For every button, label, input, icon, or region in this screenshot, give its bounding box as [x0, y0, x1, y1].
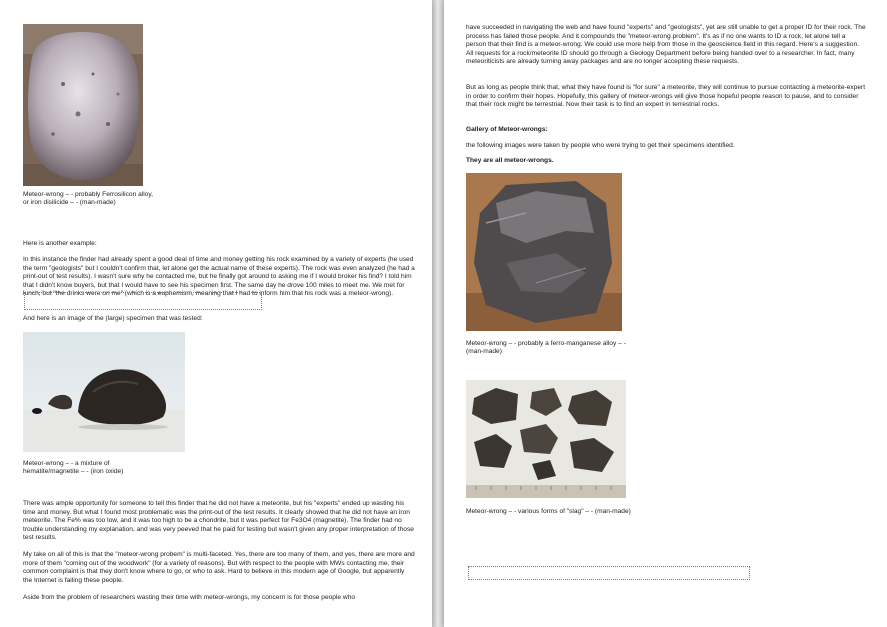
- slag-rocks-photo: [466, 380, 626, 498]
- text-selection-box: [24, 292, 262, 310]
- all-meteor-wrongs-text: They are all meteor-wrongs.: [466, 157, 554, 164]
- left-page: [0, 0, 432, 627]
- right-page: [444, 0, 887, 627]
- paragraph-expert-failure: There was ample opportunity for someone to tell this finder that he did not have a meteorite, but his "experts" ended up wasting his time and money. But what I found most problematic was the print-out of the test results. It clearly showed that he did not have an iron meteorite. The Fe% was too low, and it was too high to be a chondrite, but it was perfect for Fe3O4 (magnetite). The finder had no trouble understanding my explanation, and was very peeved that he paid for testing but wasn't given any proper interpretation of those test results.: [23, 500, 414, 542]
- caption-hematite: Meteor-wrong – - a mixture of hematite/magnetite – - (iron oxide): [23, 460, 124, 476]
- ferrosilicon-rock-photo: [23, 24, 143, 186]
- paragraph-concern: Aside from the problem of researchers wasting their time with meteor-wrongs, my concern is for those people who: [23, 594, 356, 601]
- gallery-heading: Gallery of Meteor-wrongs:: [466, 126, 548, 133]
- paragraph-process-failed: have succeeded in navigating the web and have found "experts" and "geologists", yet are still unable to get a proper ID for their rock. The process has failed those people. And it compounds the "meteor-wrong problem". It's as if no one wants to ID a rock, let alone tell a person that their find is a meteor-wrong. We could use more help from those in the geoscience field in this regard. Here's a suggestion. All requests for a rock/meteorite ID should go through a Geology Department before being handed over to a researcher. In fact, many meteoriticists are already turning away packages and are no longer accepting these requests.: [466, 24, 866, 66]
- paragraph-finder-story: In this instance the finder had already spent a good deal of time and money getting his rock examined by a variety of experts (he used the term "geologists" but I couldn't confirm that, let alone get the actual name of these experts). The rock was even analyzed (he had a print-out of test results). I wasn't sure why he contacted me, but he finally got around to asking me if I would broker his find? I told him that I didn't know buyers, but that I would have to see his specimen first. The same day he drove 100 miles to meet me. We met for lunch, but "the drinks were on me" (which is a euphemism, meaning that I had to inform him that his rock was a meteor-wrong).: [23, 256, 415, 298]
- caption-slag: Meteor-wrong – - various forms of "slag" – - (man-made): [466, 508, 631, 515]
- empty-text-input-box[interactable]: [468, 566, 750, 580]
- book-gutter: [432, 0, 444, 627]
- caption-ferro-manganese: Meteor-wrong – - probably a ferro-manganese alloy – - (man-made): [466, 340, 626, 356]
- caption-ferrosilicon: Meteor-wrong – - probably Ferrosilicon alloy, or iron disilicide – - (man-made): [23, 191, 153, 207]
- hematite-rock-photo: [23, 332, 185, 452]
- paragraph-multifaceted: My take on all of this is that the "meteor-wrong probem" is multi-faceted. Yes, there are too many of them, and yes, there are more and more of them "coming out of the woodwork" (for a variety of reasons). But with respect to the people with MWs contacting me, their common complaint is that they don't know where to go, or who to ask. Hard to believe in this modern age of Google, but apparently the Internet is failing these people.: [23, 551, 415, 584]
- paragraph-terrestrial: But as long as people think that, what they have found is "for sure" a meteorite, they will continue to pursue contacting a meteorite-expert in order to confirm their hopes. Hopefully, this gallery of meteor-wrongs will give those hopeful people reason to pause, and to consider that their rock might be terrestrial. Now their task is to find an expert in terrestrial rocks.: [466, 84, 866, 109]
- ferro-manganese-rock-photo: [466, 173, 622, 331]
- paragraph-specimen-intro: And here is an image of the (large) specimen that was tested:: [23, 315, 203, 322]
- intro-text: Here is another example:: [23, 240, 97, 247]
- gallery-intro: the following images were taken by people who were trying to get their specimens identified.: [466, 142, 735, 149]
